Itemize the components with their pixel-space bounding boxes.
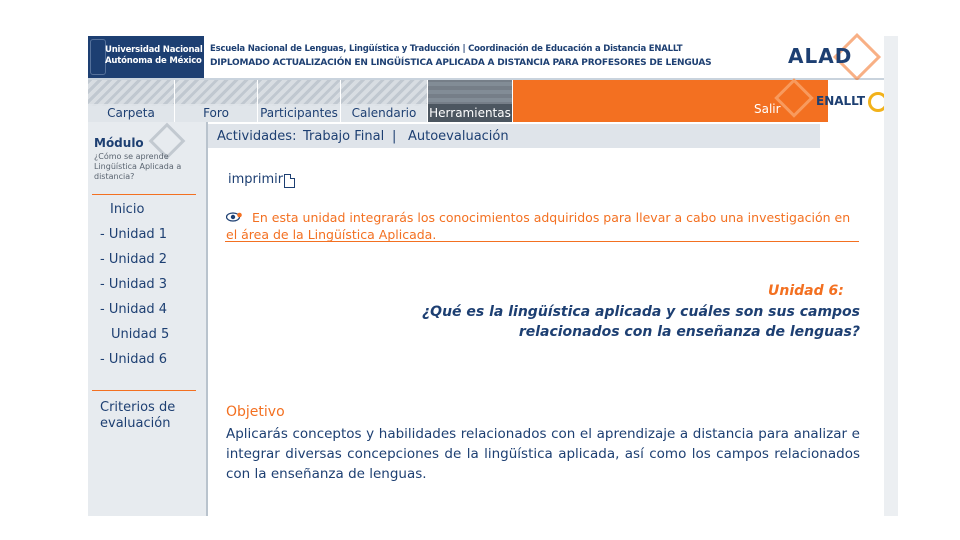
tab-label: Calendario <box>341 104 427 122</box>
divider <box>225 241 859 242</box>
objective-heading: Objetivo <box>226 404 285 420</box>
divider <box>92 390 196 391</box>
carpeta-photo <box>88 80 174 106</box>
tab-label: Participantes <box>258 104 340 122</box>
unam-seal-icon <box>90 39 106 75</box>
sidebar-item-unidad-1[interactable]: - Unidad 1 <box>100 227 168 242</box>
unit-title: Unidad 6: <box>768 283 844 299</box>
calendario-photo <box>341 80 427 106</box>
main-nav <box>88 80 884 122</box>
tab-participantes[interactable] <box>258 80 341 122</box>
foro-photo <box>175 80 257 106</box>
autoevaluacion-link[interactable]: Autoevaluación <box>408 129 509 144</box>
tab-label: Herramientas <box>429 106 511 120</box>
criterios-link[interactable]: Criterios de evaluación <box>100 400 176 431</box>
sidebar <box>88 122 208 516</box>
activities-label: Actividades: <box>217 129 297 144</box>
program-title: DIPLOMADO ACTUALIZACIÓN EN LINGÜÍSTICA APLICADA A DISTANCIA PARA PROFESORES DE LENGUAS <box>210 58 712 68</box>
module-subtitle: ¿Cómo se aprende Lingüística Aplicada a distancia? <box>94 152 182 181</box>
herramientas-photo <box>428 80 512 106</box>
enallt-logo: ENALLT <box>816 94 866 108</box>
tab-carpeta[interactable] <box>88 80 175 122</box>
sidebar-item-unidad-4[interactable]: - Unidad 4 <box>100 302 168 317</box>
sidebar-item-unidad-2[interactable]: - Unidad 2 <box>100 252 168 267</box>
sidebar-item-inicio[interactable]: Inicio <box>110 202 145 217</box>
module-title: Módulo <box>94 136 144 150</box>
participantes-photo <box>258 80 340 106</box>
tab-herramientas[interactable] <box>428 80 513 122</box>
print-link[interactable]: imprimir <box>228 172 284 187</box>
tab-foro[interactable] <box>175 80 258 122</box>
site-header <box>88 36 884 80</box>
trabajo-final-link[interactable]: Trabajo Final <box>303 129 385 144</box>
unam-name-line1: Universidad Nacional <box>105 45 203 55</box>
print-doc-icon[interactable] <box>284 174 295 188</box>
sidebar-item-unidad-5[interactable]: Unidad 5 <box>111 327 170 342</box>
objective-text: Aplicarás conceptos y habilidades relacionados con el aprendizaje a distancia para analizar e integrar diversas concepciones de la lingüística aplicada, así como los campos relacionados con la enseñanza de lenguas. <box>226 426 860 482</box>
page-frame <box>88 36 898 516</box>
unit-intro: En esta unidad integrarás los conocimientos adquiridos para llevar a cabo una investigación en el área de la Lingüística Aplicada. <box>226 210 851 242</box>
divider <box>92 194 196 195</box>
unit-question: ¿Qué es la lingüística aplicada y cuáles son sus campos relacionados con la enseñanza de lenguas? <box>422 304 860 340</box>
tab-label: Foro <box>175 104 257 122</box>
alad-logo: ALAD <box>788 44 853 68</box>
tab-label: Carpeta <box>88 104 174 122</box>
school-line: Escuela Nacional de Lenguas, Lingüística y Traducción | Coordinación de Educación a Distancia ENALLT <box>210 44 683 54</box>
unam-logo[interactable] <box>88 36 204 78</box>
tab-calendario[interactable] <box>341 80 428 122</box>
page-edge <box>884 36 898 516</box>
unam-name-line2: Autónoma de México <box>105 56 202 66</box>
activities-separator: | <box>392 129 397 144</box>
salir-button[interactable] <box>740 80 812 122</box>
activities-bar <box>208 124 820 148</box>
sidebar-item-unidad-3[interactable]: - Unidad 3 <box>100 277 168 292</box>
sidebar-item-unidad-6[interactable]: - Unidad 6 <box>100 352 168 367</box>
salir-label: Salir <box>754 102 781 116</box>
